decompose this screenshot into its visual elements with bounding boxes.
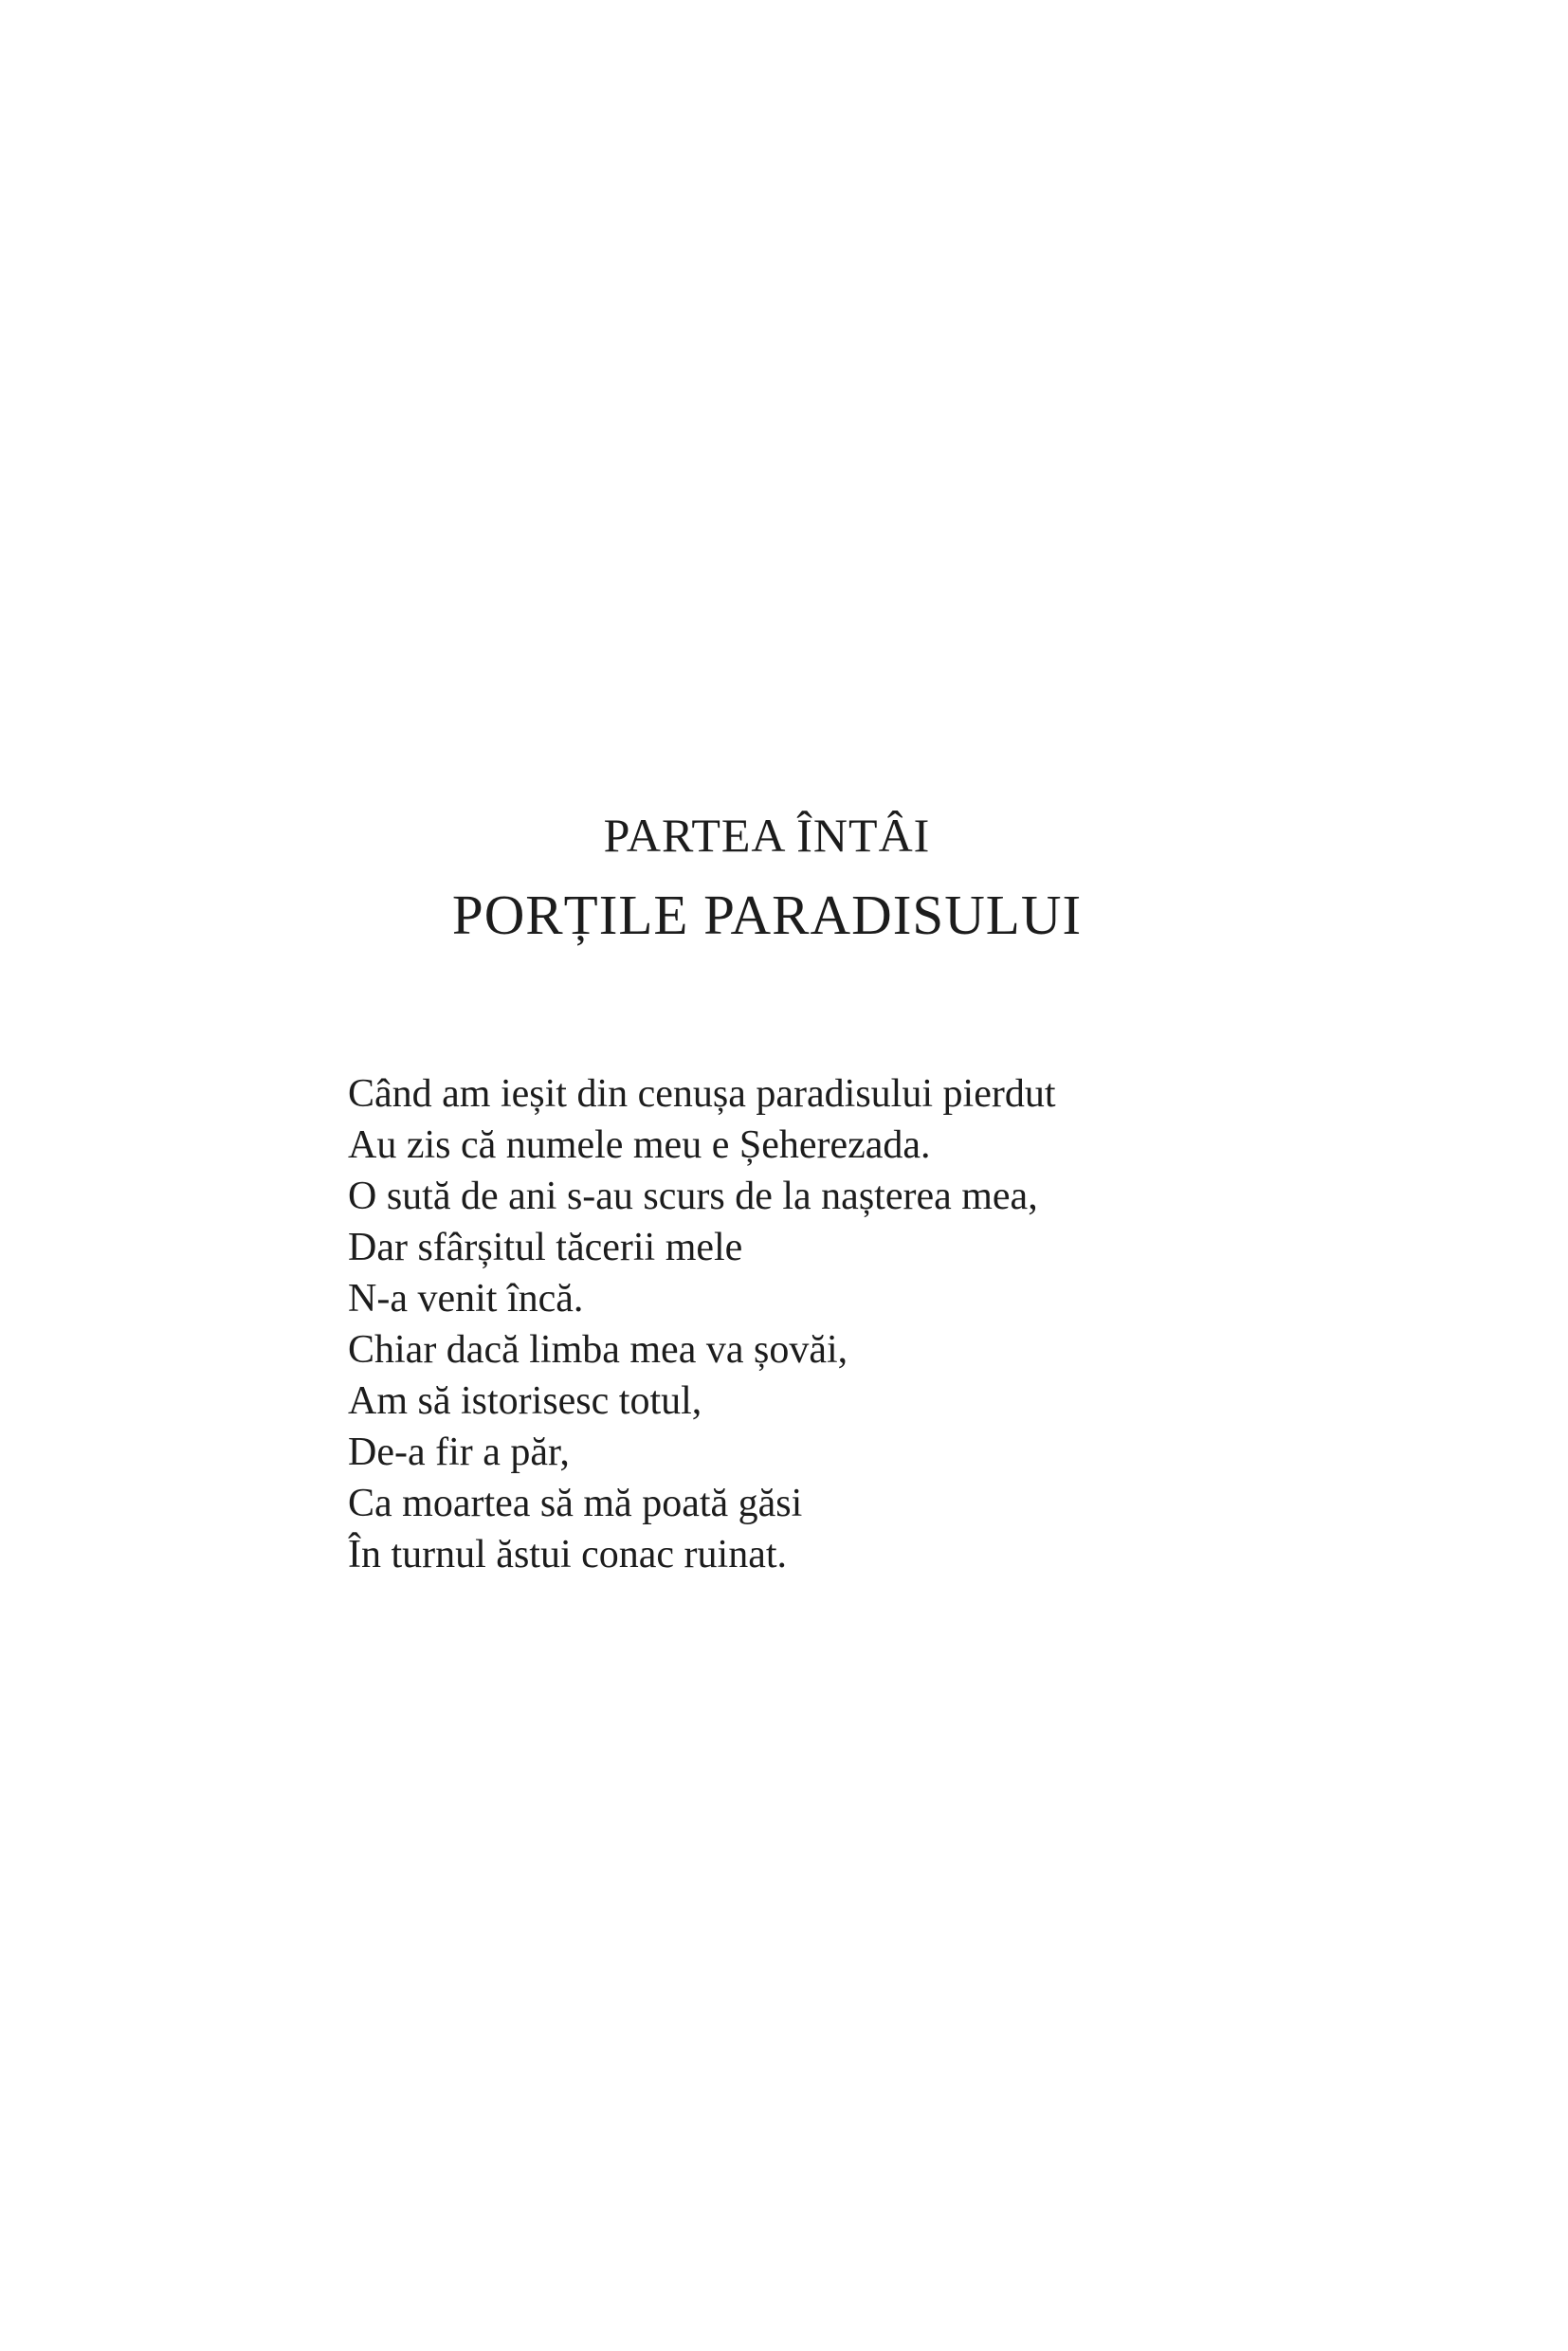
poem-line: N-a venit încă. bbox=[348, 1277, 584, 1321]
part-label: PARTEA ÎNTÂI bbox=[603, 809, 931, 862]
poem-line: Au zis că numele meu e Șeherezada. bbox=[348, 1123, 931, 1167]
poem-line: Chiar dacă limba mea va șovăi, bbox=[348, 1328, 848, 1372]
poem-line: Ca moartea să mă poată găsi bbox=[348, 1482, 803, 1525]
poem-line: O sută de ani s-au scurs de la nașterea mea, bbox=[348, 1175, 1038, 1218]
poem-line: În turnul ăstui conac ruinat. bbox=[348, 1533, 788, 1576]
poem-line: Dar sfârșitul tăcerii mele bbox=[348, 1226, 743, 1269]
poem-line: Am să istorisesc totul, bbox=[348, 1379, 702, 1423]
part-title: PORȚILE PARADISULUI bbox=[451, 884, 1083, 946]
poem-line: Când am ieșit din cenușa paradisului pierdut bbox=[348, 1072, 1056, 1116]
poem-line: De-a fir a păr, bbox=[348, 1431, 570, 1474]
poem bbox=[348, 1068, 1186, 1580]
